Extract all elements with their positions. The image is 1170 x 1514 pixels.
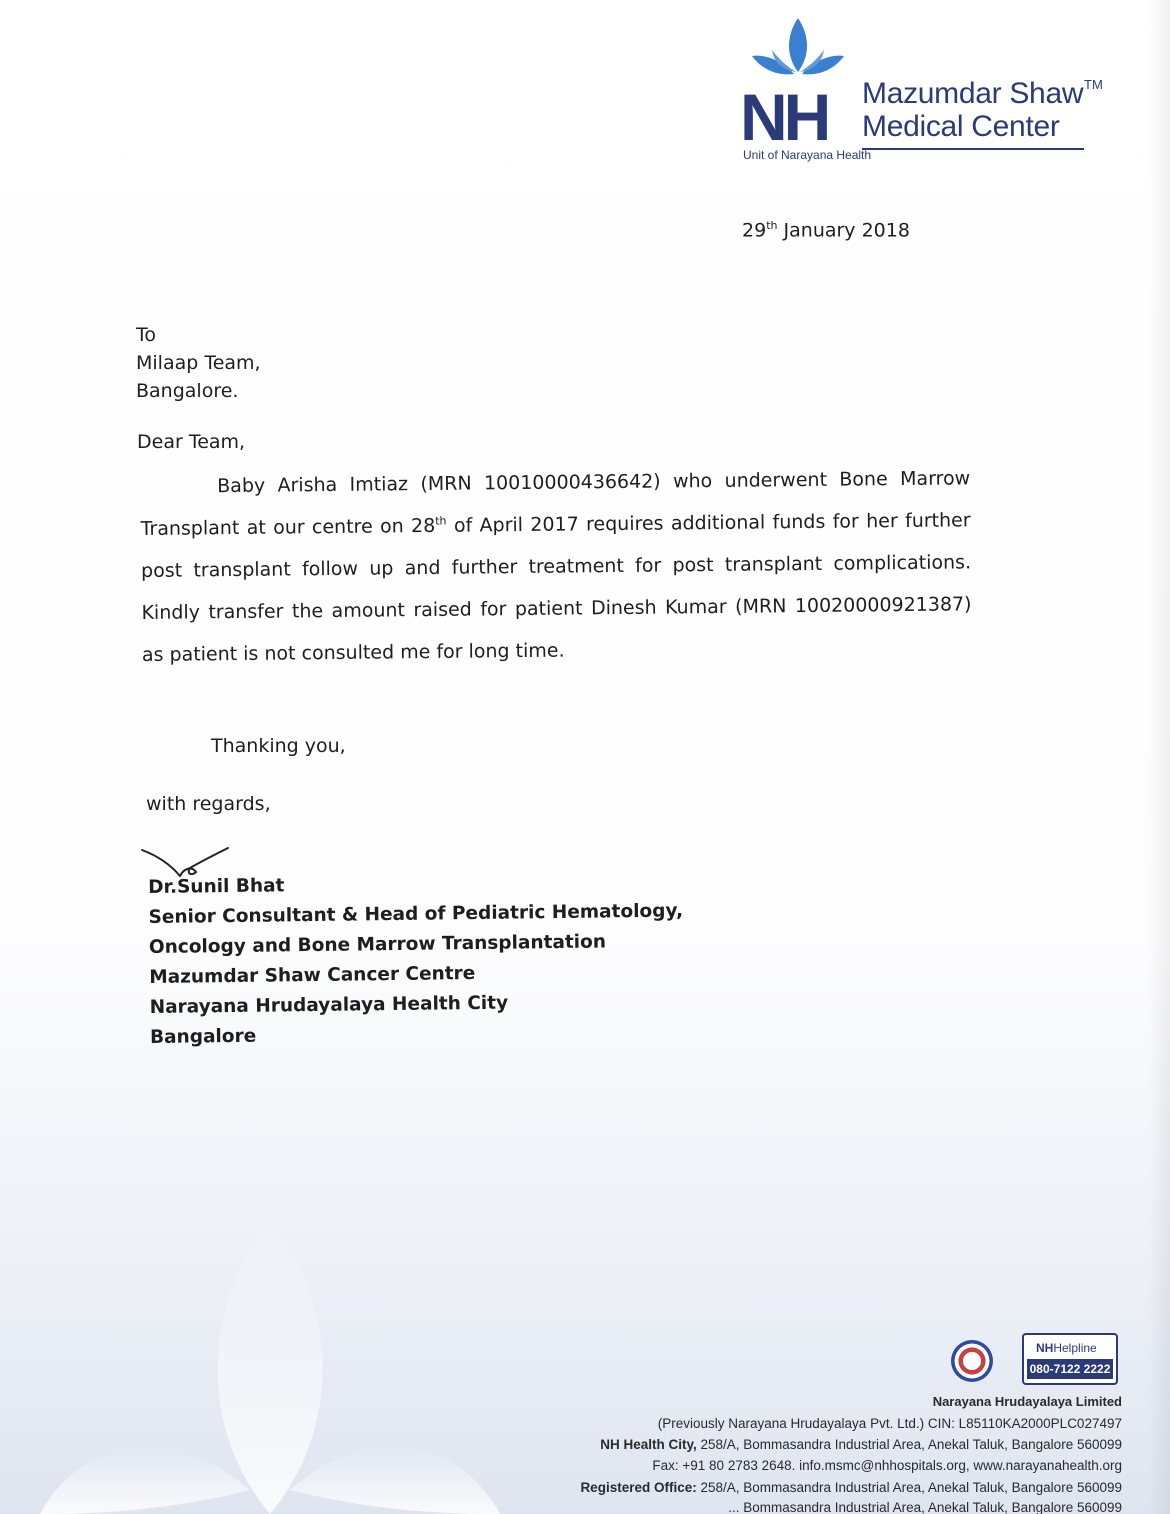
- letter-body: [140, 457, 972, 676]
- footer-cin: (Previously Narayana Hrudayalaya Pvt. Ltd.) CIN: L85110KA2000PLC027497: [657, 1416, 1122, 1431]
- address-line-to: To: [136, 324, 157, 346]
- address-line-team: Milaap Team,: [136, 352, 261, 374]
- helpline-label: [1036, 1341, 1097, 1355]
- helpline-number: 080-7122 2222: [1027, 1359, 1113, 1379]
- hospital-logo: [738, 14, 1118, 174]
- logo-underline: [862, 148, 1084, 150]
- footer-contact: Fax: +91 80 2783 2648. info.msmc@nhhospitals.org, www.narayanahealth.org: [652, 1458, 1122, 1473]
- footer-health-city-address: 258/A, Bommasandra Industrial Area, Anekal Taluk, Bangalore 560099: [696, 1437, 1122, 1452]
- accreditation-seal-icon: [951, 1340, 993, 1382]
- center-name-line2: Medical Center: [862, 110, 1060, 143]
- signatory-name: Dr.Sunil Bhat: [148, 875, 285, 898]
- signatory-org-line1: Mazumdar Shaw Cancer Centre: [149, 963, 476, 988]
- body-text-part2: of April 2017 requires additional funds for her further post transplant follow up and further treatment for post transplant complications. Kindly transfer the amount raised for patient Dinesh Kumar (MRN 10020000921387) as patient is not consulted me for long time.: [140, 509, 972, 666]
- center-name-line1: Mazumdar Shaw: [862, 77, 1084, 110]
- footer-health-city: [600, 1437, 1122, 1452]
- footer-health-city-label: NH Health City,: [600, 1437, 697, 1452]
- signatory-org-line2: Narayana Hrudayalaya Health City: [149, 992, 509, 1018]
- unit-of-label: Unit of Narayana Health: [743, 148, 872, 162]
- footer-registered-address: 258/A, Bommasandra Industrial Area, Anekal Taluk, Bangalore 560099: [696, 1480, 1122, 1495]
- lotus-watermark-icon: [0, 1190, 560, 1514]
- letter-date: [742, 219, 910, 241]
- body-ordinal-suffix: th: [435, 514, 447, 528]
- recipient-address: [136, 321, 261, 405]
- footer-registered-office: [580, 1480, 1122, 1495]
- date-month-year: January 2018: [777, 219, 910, 242]
- scan-edge-shadow: [1148, 0, 1170, 1514]
- date-suffix: th: [766, 219, 778, 232]
- footer-cut-line: ... Bommasandra Industrial Area, Anekal Taluk, Bangalore 560099: [728, 1500, 1122, 1514]
- address-line-city: Bangalore.: [136, 380, 239, 402]
- footer-registered-label: Registered Office:: [580, 1480, 697, 1495]
- nh-logo-text: NH: [740, 80, 828, 149]
- helpline-brand: NH: [1036, 1341, 1054, 1355]
- salutation: Dear Team,: [137, 431, 246, 453]
- body-paragraph: [140, 457, 972, 676]
- nh-lotus-logo-icon: [738, 14, 862, 149]
- body-text-part1: Baby Arisha Imtiaz (MRN 10010000436642) who underwent Bone Marrow Transplant at our centre on 28: [140, 467, 971, 540]
- helpline-label-text: Helpline: [1053, 1341, 1097, 1355]
- closing-thanks: Thanking you,: [211, 735, 346, 757]
- footer-company-name: Narayana Hrudayalaya Limited: [932, 1394, 1122, 1409]
- date-day: 29: [742, 219, 767, 242]
- signatory-title-line1: Senior Consultant & Head of Pediatric Hematology,: [148, 900, 684, 928]
- signatory-city: Bangalore: [149, 1025, 257, 1048]
- signatory-title-line2: Oncology and Bone Marrow Transplantation: [148, 931, 607, 958]
- helpline-box: [1022, 1333, 1118, 1385]
- closing-regards: with regards,: [146, 793, 271, 815]
- signatory-block: [148, 866, 685, 1053]
- trademark-mark: TM: [1084, 77, 1103, 92]
